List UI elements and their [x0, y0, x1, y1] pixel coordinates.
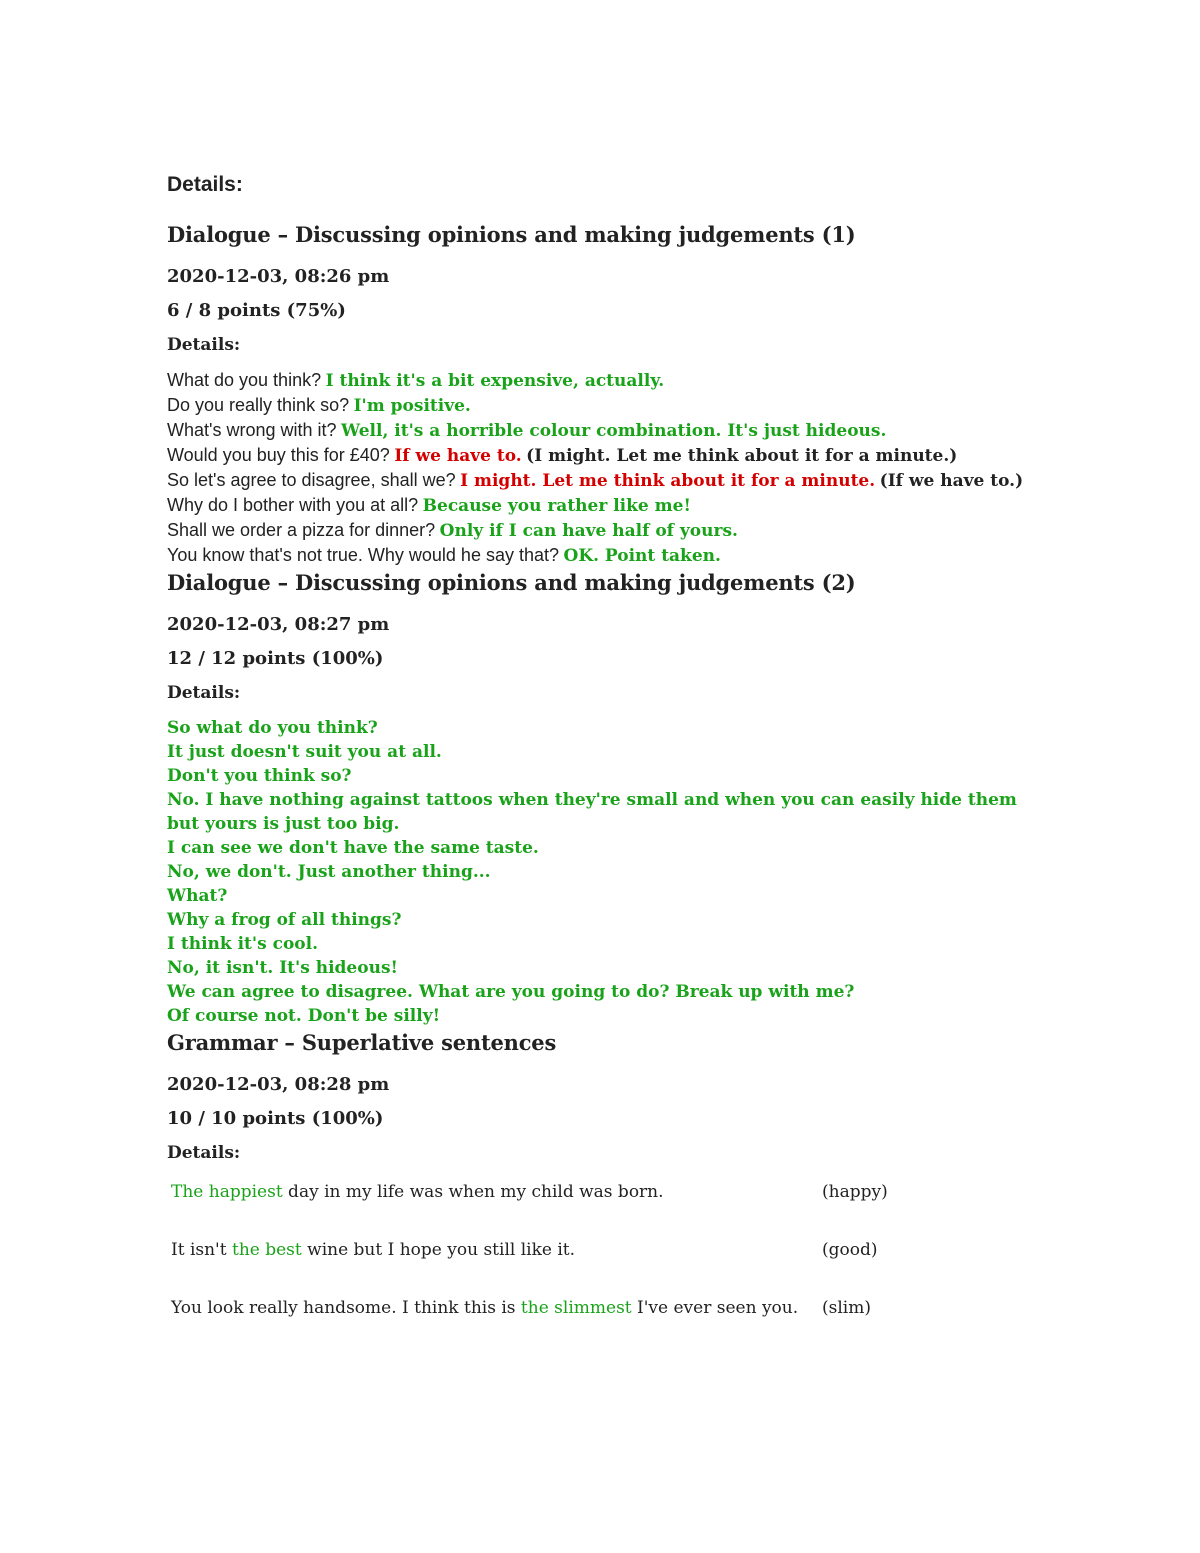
sentence-before: It isn't [171, 1240, 232, 1260]
sentence [171, 1240, 575, 1260]
answer-text: If we have to. [394, 446, 522, 466]
question-text: Would you buy this for £40? [167, 445, 390, 465]
sentence-after: wine but I hope you still like it. [301, 1240, 576, 1260]
list-item: What? [167, 886, 228, 906]
sentence-before: You look really handsome. I think this is [171, 1298, 521, 1318]
list-item: No, we don't. Just another thing... [167, 862, 491, 882]
section-dialogue-2 [167, 568, 1027, 1028]
list-item: Why a frog of all things? [167, 910, 402, 930]
list-item [167, 368, 1027, 393]
list-item [167, 518, 1027, 543]
list-item: I can see we don't have the same taste. [167, 838, 539, 858]
list-item: We can agree to disagree. What are you going to do? Break up with me? [167, 982, 855, 1002]
question-text: You know that's not true. Why would he say that? [167, 545, 560, 565]
section-date: 2020-12-03, 08:28 pm [167, 1074, 390, 1095]
section-grammar [167, 1028, 1027, 1356]
question-text: What's wrong with it? [167, 420, 337, 440]
list-item [167, 393, 1027, 418]
answer-text: Well, it's a horrible colour combination. It's just hideous. [341, 421, 887, 441]
table-row [167, 1240, 1027, 1298]
dialogue-lines [167, 368, 1027, 568]
section-date: 2020-12-03, 08:26 pm [167, 266, 390, 287]
answer-text: the best [231, 1240, 302, 1260]
answer-text: I'm positive. [353, 396, 471, 416]
answer-text: I might. Let me think about it for a minute. [460, 471, 876, 491]
question-text: Shall we order a pizza for dinner? [167, 520, 436, 540]
correct-answer-note: (I might. Let me think about it for a minute.) [526, 446, 958, 466]
answer-text: The happiest [171, 1182, 283, 1202]
table-row [167, 1182, 1027, 1240]
section-score: 6 / 8 points (75%) [167, 300, 346, 321]
section-title: Dialogue – Discussing opinions and making judgements (2) [167, 570, 856, 595]
page-heading: Details: [167, 173, 243, 196]
list-item: It just doesn't suit you at all. [167, 742, 442, 762]
list-item: Don't you think so? [167, 766, 352, 786]
question-text: Do you really think so? [167, 395, 350, 415]
list-item: No, it isn't. It's hideous! [167, 958, 398, 978]
answer-text: I think it's a bit expensive, actually. [325, 371, 665, 391]
list-item: Of course not. Don't be silly! [167, 1006, 441, 1026]
answer-text: Only if I can have half of yours. [439, 521, 738, 541]
list-item [167, 468, 1027, 493]
list-item: So what do you think? [167, 718, 378, 738]
sentence-after: I've ever seen you. [631, 1298, 799, 1318]
list-item [167, 543, 1027, 568]
dialogue-lines [167, 716, 1027, 1028]
answer-text: the slimmest [520, 1298, 632, 1318]
sentence [171, 1298, 798, 1318]
document-page [167, 170, 1027, 1356]
list-item: I think it's cool. [167, 934, 319, 954]
table-row [167, 1298, 1027, 1356]
list-item: No. I have nothing against tattoos when they're small and when you can easily hide them but yours is just too big. [167, 790, 1017, 834]
section-date: 2020-12-03, 08:27 pm [167, 614, 390, 635]
list-item [167, 493, 1027, 518]
section-score: 12 / 12 points (100%) [167, 648, 384, 669]
section-dialogue-1 [167, 220, 1027, 568]
section-title: Grammar – Superlative sentences [167, 1030, 557, 1055]
hint-word: (happy) [822, 1182, 888, 1202]
sentence [171, 1182, 664, 1202]
details-label: Details: [167, 335, 241, 355]
hint-word: (good) [822, 1240, 878, 1260]
details-label: Details: [167, 683, 241, 703]
section-score: 10 / 10 points (100%) [167, 1108, 384, 1129]
section-title: Dialogue – Discussing opinions and making judgements (1) [167, 222, 856, 247]
question-text: Why do I bother with you at all? [167, 495, 419, 515]
answer-text: OK. Point taken. [563, 546, 721, 566]
answer-text: Because you rather like me! [422, 496, 691, 516]
details-label: Details: [167, 1143, 241, 1163]
question-text: What do you think? [167, 370, 322, 390]
list-item [167, 418, 1027, 443]
list-item [167, 443, 1027, 468]
question-text: So let's agree to disagree, shall we? [167, 470, 456, 490]
sentence-after: day in my life was when my child was born. [282, 1182, 664, 1202]
hint-word: (slim) [822, 1298, 871, 1318]
correct-answer-note: (If we have to.) [879, 471, 1024, 491]
